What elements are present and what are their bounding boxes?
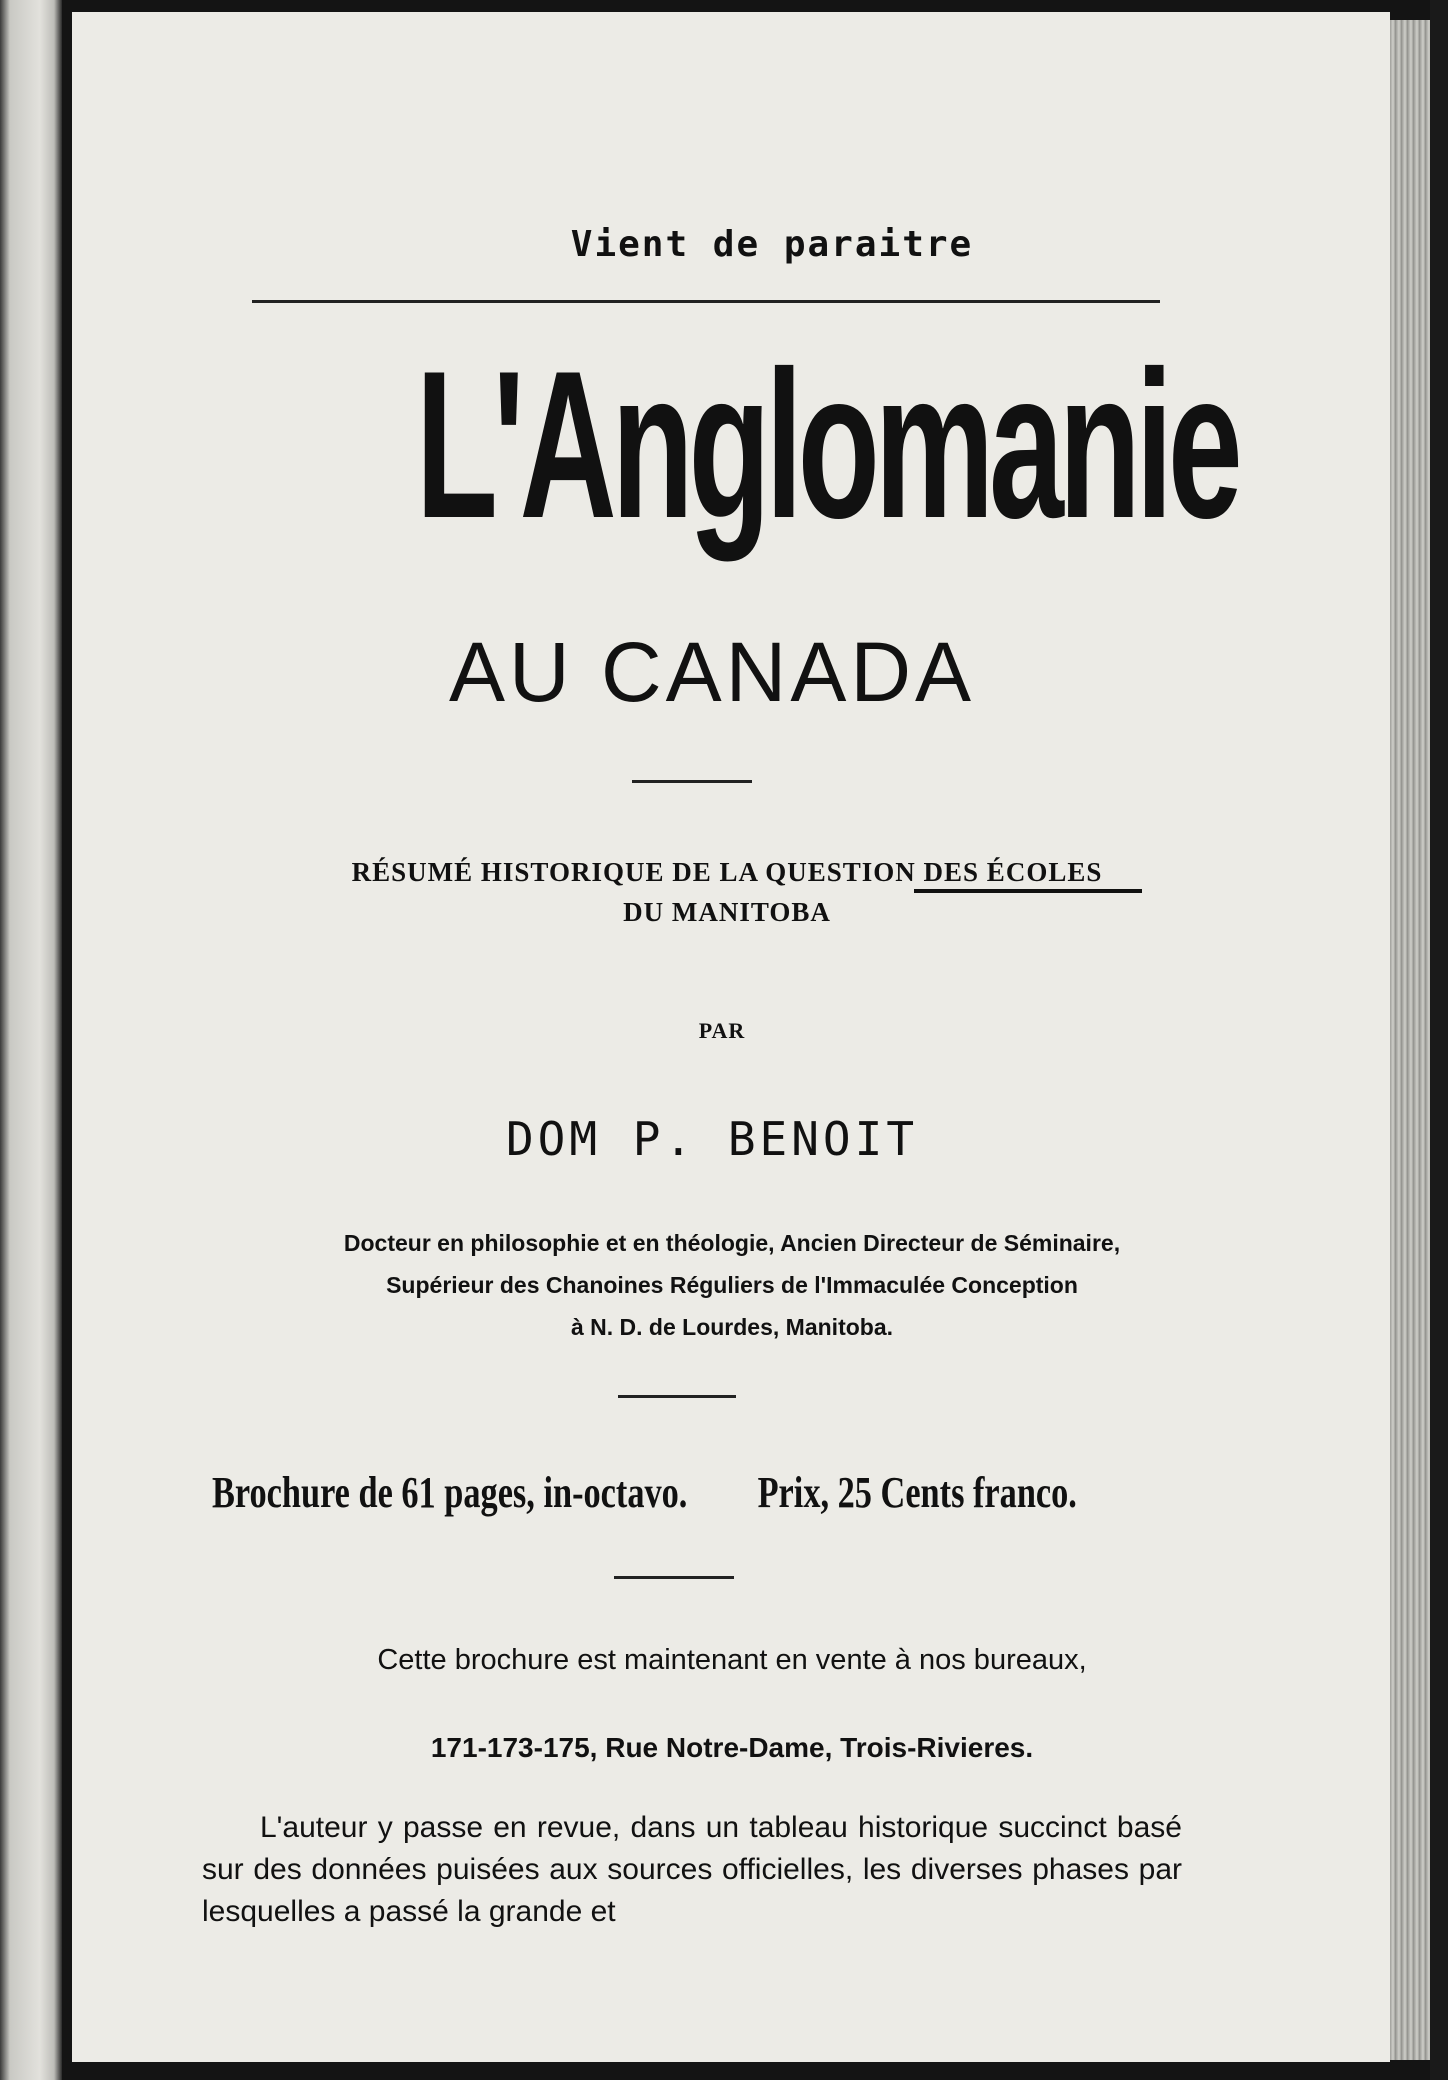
office-address: 171-173-175, Rue Notre-Dame, Trois-Rivieres. [430, 1732, 1034, 1763]
divider-rule [614, 1576, 734, 1579]
price: Prix, 25 Cents franco. [757, 1468, 1077, 1517]
body-text: L'auteur y passe en revue, dans un tableau historique succinct basé sur des données puisées aux sources officielles, les diverses phases par lesquelles a passé la grande et [202, 1811, 1182, 1928]
divider-rule [618, 1395, 736, 1398]
by-label: PAR [698, 1018, 746, 1043]
resume-line-2: DU MANITOBA [623, 897, 831, 927]
resume-line-1: RÉSUMÉ HISTORIQUE DE LA QUESTION DES ÉCOLES [351, 857, 1103, 887]
book-title: L'Anglomanie [415, 327, 1238, 562]
author-name: DOM P. BENOIT [505, 1112, 919, 1166]
kicker-text: Vient de paraitre [570, 224, 974, 265]
resume-underline [914, 889, 1142, 893]
brochure-info: Brochure de 61 pages, in-octavo. [212, 1468, 688, 1517]
facing-page-edge [0, 0, 62, 2080]
credential-line: Docteur en philosophie et en théologie, Ancien Directeur de Séminaire, [343, 1230, 1121, 1256]
body-paragraph [202, 1807, 1182, 1933]
book-subtitle: AU CANADA [448, 625, 976, 719]
credential-line: à N. D. de Lourdes, Manitoba. [570, 1314, 894, 1340]
printed-page [72, 12, 1390, 2062]
credential-line: Supérieur des Chanoines Réguliers de l'Immaculée Conception [386, 1272, 1078, 1298]
sale-notice: Cette brochure est maintenant en vente à nos bureaux, [377, 1644, 1087, 1676]
page-stack-edge [1390, 20, 1430, 2060]
scan-border [1430, 0, 1448, 2080]
top-rule [252, 300, 1160, 303]
divider-rule [632, 780, 752, 783]
brochure-line [212, 1467, 1077, 1518]
author-credentials [212, 1222, 1252, 1348]
